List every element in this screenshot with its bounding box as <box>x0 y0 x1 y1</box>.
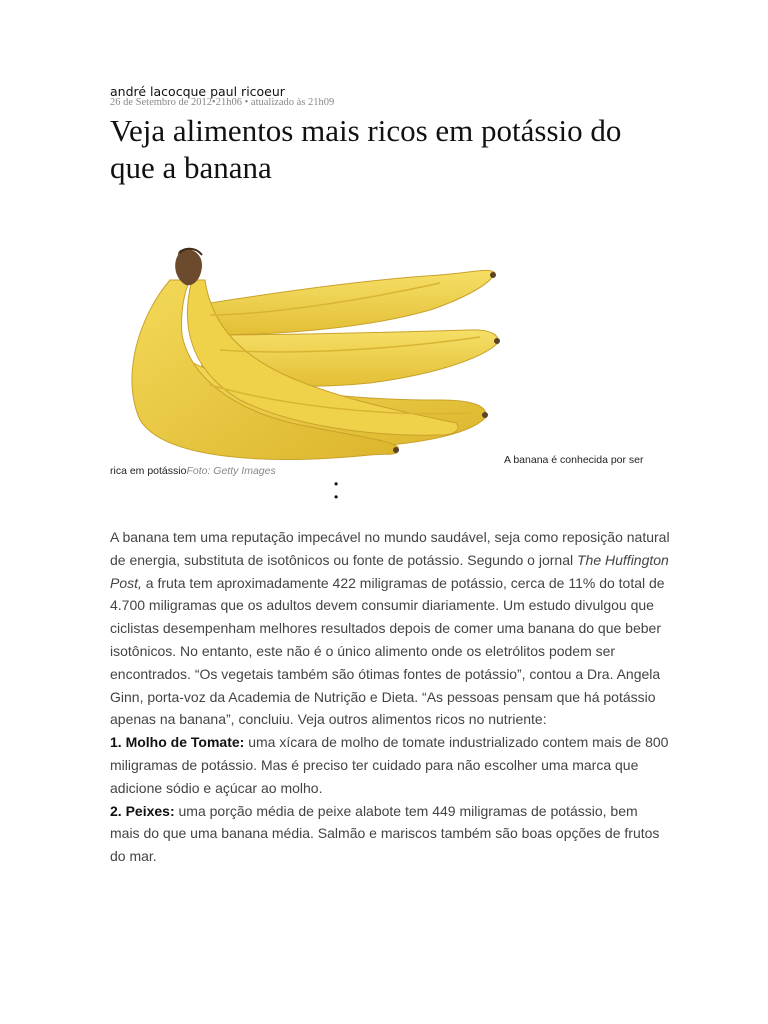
bullet-item: • <box>334 477 339 491</box>
item-2-text: uma porção média de peixe alabote tem 449 miligramas de potássio, bem mais do que uma banana média. Salmão e mariscos também são boas opções de frutos do mar. <box>110 802 660 865</box>
list-item-1 <box>110 731 670 799</box>
list-item-2 <box>110 800 670 868</box>
dateline: 26 de Setembro de 2012•21h06 • atualizado às 21h09 <box>110 97 335 108</box>
item-1-text: uma xícara de molho de tomate industrializado contem mais de 800 miligramas de potássio. Mas é preciso ter cuidado para não escolher uma marca que adicione sódio e açúcar ao molho. <box>110 734 669 796</box>
photo-credit: Foto: Getty Images <box>186 465 276 477</box>
intro-paragraph <box>110 526 670 731</box>
bullet-item: • <box>334 490 339 504</box>
banana-photo <box>110 185 503 465</box>
author-line: andré lacocque paul ricoeur <box>110 84 285 99</box>
intro-text-1: A banana tem uma reputação impecável no mundo saudável, seja como reposição natural de energia, substituta de isotônicos ou fonte de potássio. Segundo o jornal <box>110 529 670 568</box>
source-name: The Huffington Post, <box>110 551 669 591</box>
bullet-list <box>334 478 338 504</box>
banana-illustration <box>110 185 503 465</box>
intro-text-2: a fruta tem aproximadamente 422 miligramas de potássio, cerca de 11% do total de 4.700 miligramas que os adultos devem consumir diariamente. Um estudo divulgou que ciclistas desempenham melhores resultados depois de comer uma banana do que beber isotônicos. No entanto, este não é o único alimento onde os eletrólitos podem ser encontrados. “Os vegetais também são ótimas fontes de potássio”, contou a Dra. Angela Ginn, porta-voz da Academia de Nutrição e Dieta. “As pessoas pensam que há potássio apenas na banana”, concluiu. Veja outros alimentos ricos no nutriente: <box>110 574 665 728</box>
item-2-title: 2. Peixes: <box>110 802 175 819</box>
photo-caption-continued <box>110 465 276 477</box>
item-1-title: 1. Molho de Tomate: <box>110 734 245 751</box>
article-body <box>110 526 670 868</box>
photo-caption: A banana é conhecida por ser <box>504 454 644 466</box>
headline: Veja alimentos mais ricos em potássio do que a banana <box>110 113 622 185</box>
photo-caption-tail: rica em potássio <box>110 465 187 477</box>
